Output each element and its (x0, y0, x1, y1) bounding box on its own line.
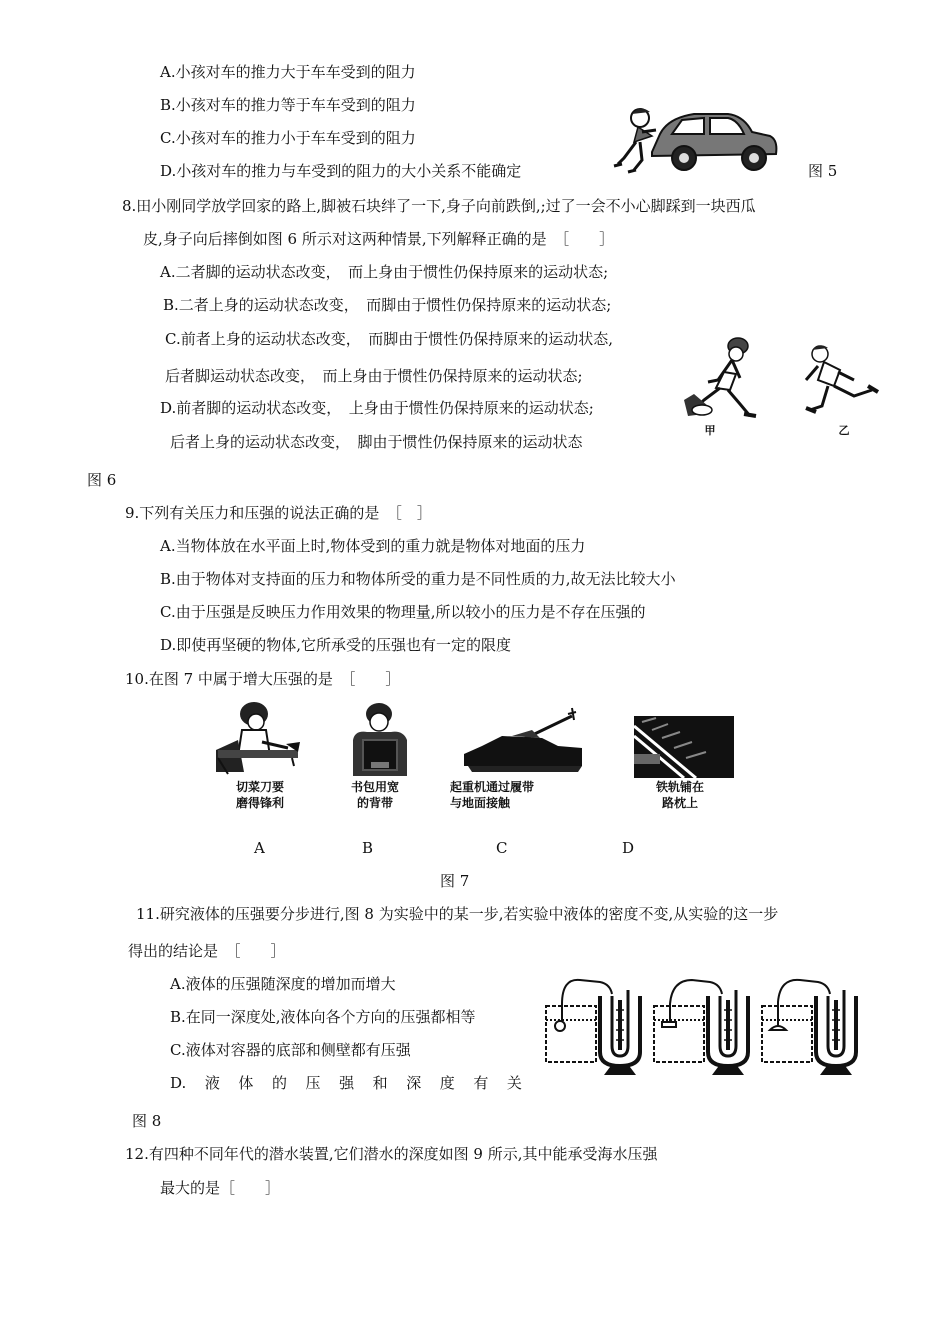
q11-option-d-char: 强 (339, 1074, 355, 1092)
q11-option-c: C.液体对容器的底部和侧壁都有压强 (170, 1041, 411, 1059)
figure-7c-crane-tracks (462, 706, 587, 778)
q8-option-c-line2: 后者脚运动状态改变， 而上身由于惯性仍保持原来的运动状态; (165, 367, 583, 385)
q8-option-d-line1: D.前者脚的运动状态改变， 上身由于惯性仍保持原来的运动状态; (160, 399, 594, 417)
q12-stem-line2: 最大的是［ ］ (160, 1179, 281, 1197)
q9-option-d: D.即使再坚硬的物体,它所承受的压强也有一定的限度 (160, 636, 512, 654)
figure-8-label: 图 8 (132, 1112, 162, 1130)
q9-option-a: A.当物体放在水平面上时,物体受到的重力就是物体对地面的压力 (160, 537, 586, 555)
figure-8-setup-2 (654, 980, 748, 1074)
q8-option-a: A.二者脚的运动状态改变， 而上身由于惯性仍保持原来的运动状态; (160, 263, 609, 281)
figure-7d-caption-line1: 铁轨铺在 (655, 780, 704, 794)
q11-option-d-char: D. (170, 1074, 187, 1092)
figure-7b-caption-line2: 的背带 (356, 796, 393, 810)
q8-option-b: B.二者上身的运动状态改变， 而脚由于惯性仍保持原来的运动状态; (163, 296, 612, 314)
figure-7c-caption-line1: 起重机通过履带 (450, 780, 535, 794)
figure-7d-railway-sleepers (634, 716, 734, 778)
figure-5-child-pushing-car (612, 100, 782, 180)
q7-option-c: C.小孩对车的推力小于车车受到的阻力 (160, 129, 416, 147)
figure-6-label: 图 6 (87, 471, 117, 489)
q11-option-a: A.液体的压强随深度的增加而增大 (170, 975, 396, 993)
q11-option-d-char: 和 (372, 1074, 388, 1092)
figure-6-label-yi: 乙 (838, 424, 850, 437)
figure-7-option-a: A (254, 839, 265, 857)
q11-option-d-char: 深 (406, 1074, 422, 1092)
q8-stem-line2: 皮,身子向后摔倒如图 6 所示对这两种情景,下列解释正确的是 ［ ］ (143, 230, 615, 248)
figure-7a-sharp-knife (208, 700, 308, 780)
q7-option-d: D.小孩对车的推力与车受到的阻力的大小关系不能确定 (160, 162, 522, 180)
figure-7-option-c: C (496, 839, 508, 857)
figure-8-liquid-pressure-experiment (540, 970, 870, 1082)
q11-stem-line1: 11.研究液体的压强要分步进行,图 8 为实验中的某一步,若实验中液体的密度不变,从实验的这一步 (136, 905, 779, 923)
figure-8-setup-1 (546, 980, 640, 1074)
q9-stem: 9.下列有关压力和压强的说法正确的是 ［ ］ (125, 504, 432, 522)
q12-stem-line1: 12.有四种不同年代的潜水装置,它们潜水的深度如图 9 所示,其中能承受海水压强 (125, 1145, 658, 1163)
figure-7b-caption-line1: 书包用宽 (350, 780, 399, 794)
q11-option-d (170, 1073, 522, 1093)
q11-option-d-char: 液 (204, 1074, 220, 1092)
q11-option-d-char: 压 (305, 1074, 321, 1092)
figure-7-option-d: D (622, 839, 635, 857)
q10-stem: 10.在图 7 中属于增大压强的是 ［ ］ (125, 670, 401, 688)
figure-7a-caption-line1: 切菜刀要 (235, 780, 284, 794)
q11-option-d-char: 关 (506, 1074, 522, 1092)
q8-option-c-line1: C.前者上身的运动状态改变， 而脚由于惯性仍保持原来的运动状态, (165, 330, 613, 348)
q9-option-b: B.由于物体对支持面的压力和物体所受的重力是不同性质的力,故无法比较大小 (160, 570, 676, 588)
q11-option-d-char: 有 (473, 1074, 489, 1092)
figure-7c-caption-line2: 与地面接触 (450, 796, 511, 810)
figure-7-option-b: B (362, 839, 374, 857)
figure-7-label: 图 7 (440, 872, 470, 890)
q11-option-d-char: 的 (271, 1074, 287, 1092)
q8-stem-line1: 8.田小刚同学放学回家的路上,脚被石块绊了一下,身子向前跌倒,;过了一会不小心脚踩到一块西瓜 (122, 197, 756, 215)
q11-option-d-char: 度 (439, 1074, 455, 1092)
figure-5-label: 图 5 (808, 162, 838, 180)
q7-option-a: A.小孩对车的推力大于车车受到的阻力 (160, 63, 416, 81)
q7-option-b: B.小孩对车的推力等于车车受到的阻力 (160, 96, 416, 114)
q11-option-b: B.在同一深度处,液体向各个方向的压强都相等 (170, 1008, 476, 1026)
figure-8-setup-3 (762, 980, 856, 1074)
figure-7a-caption-line2: 磨得锋利 (235, 796, 284, 810)
q11-stem-line2: 得出的结论是 ［ ］ (128, 942, 286, 960)
q9-option-c: C.由于压强是反映压力作用效果的物理量,所以较小的压力是不存在压强的 (160, 603, 646, 621)
figure-6-label-jia: 甲 (704, 424, 716, 437)
figure-7d-caption-line2: 路枕上 (661, 796, 698, 810)
figure-7b-wide-strap-bag (345, 700, 415, 780)
q8-option-d-line2: 后者上身的运动状态改变， 脚由于惯性仍保持原来的运动状态 (170, 433, 583, 451)
q11-option-d-char: 体 (238, 1074, 254, 1092)
